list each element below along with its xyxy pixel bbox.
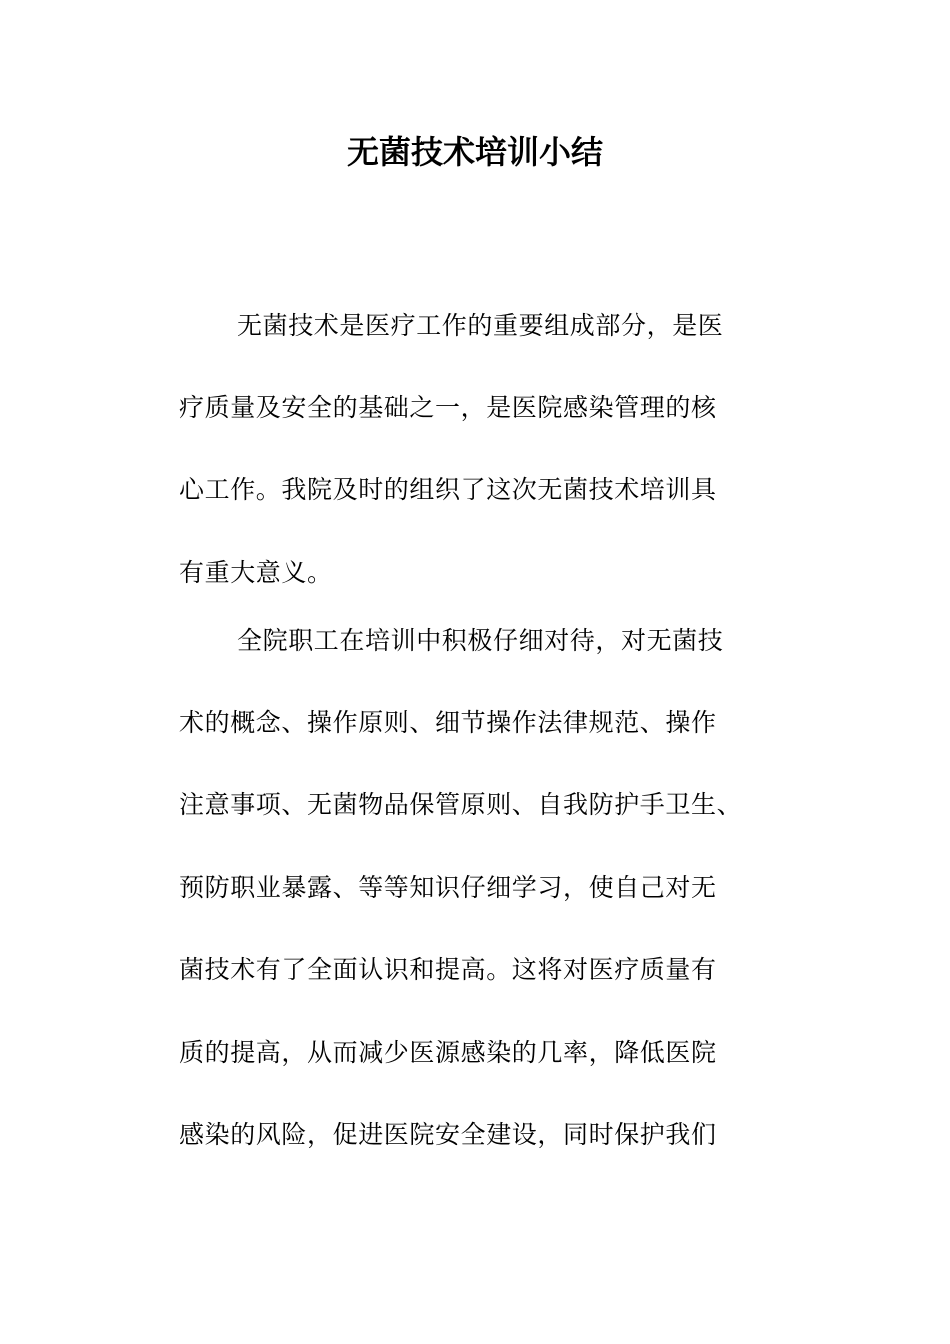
body-line: 全院职工在培训中积极仔细对待，对无菌技 bbox=[237, 626, 724, 655]
body-line: 无菌技术是医疗工作的重要组成部分，是医 bbox=[237, 311, 724, 340]
body-line: 术的概念、操作原则、细节操作法律规范、操作 bbox=[179, 708, 717, 737]
body-line: 预防职业暴露、等等知识仔细学习，使自己对无 bbox=[179, 873, 717, 902]
body-line: 菌技术有了全面认识和提高。这将对医疗质量有 bbox=[179, 955, 717, 984]
body-line: 注意事项、无菌物品保管原则、自我防护手卫生、 bbox=[179, 790, 743, 819]
body-line: 疗质量及安全的基础之一，是医院感染管理的核 bbox=[179, 393, 717, 422]
body-line: 质的提高，从而减少医源感染的几率，降低医院 bbox=[179, 1038, 717, 1067]
body-line: 心工作。我院及时的组织了这次无菌技术培训具 bbox=[179, 475, 717, 504]
body-line: 有重大意义。 bbox=[179, 558, 333, 587]
body-line: 感染的风险，促进医院安全建设，同时保护我们 bbox=[179, 1120, 717, 1149]
document-title: 无菌技术培训小结 bbox=[346, 133, 603, 171]
